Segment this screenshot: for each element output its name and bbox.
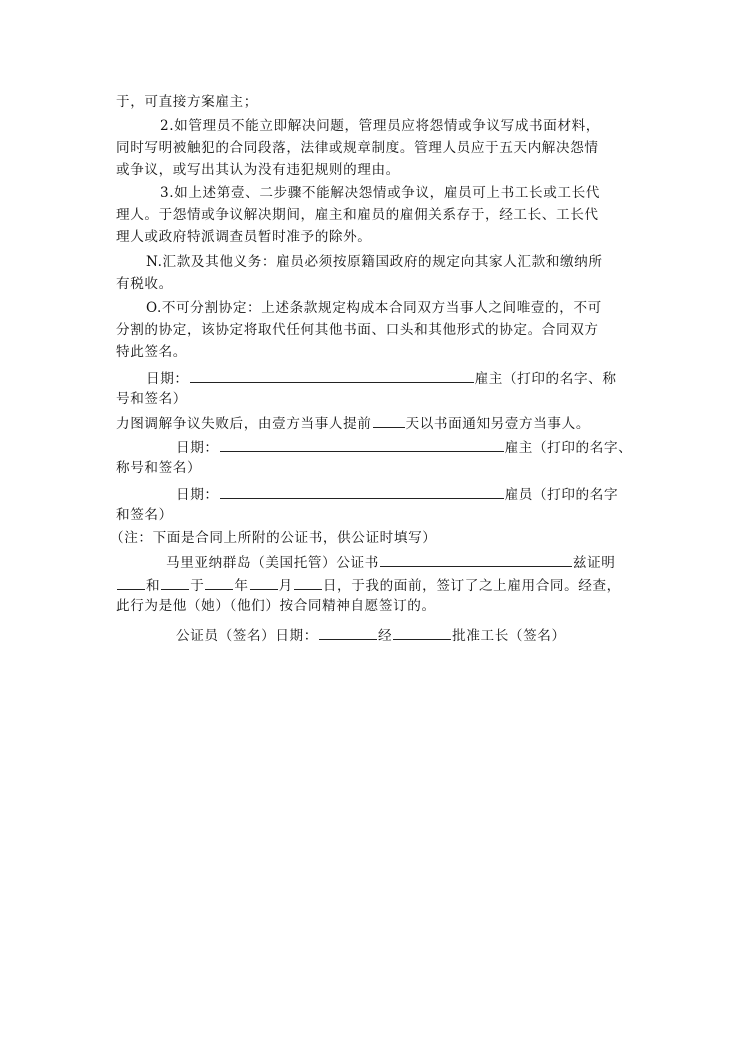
date-label: 日期： bbox=[146, 371, 189, 387]
item-2-line-1: 2.如管理员不能立即解决问题，管理员应将怨情或争议写成书面材料， bbox=[160, 118, 600, 134]
item-2-line-2: 同时写明被触犯的合同段落，法律或规章制度。管理人员应于五天内解决怨情 bbox=[116, 140, 599, 156]
notary-title: 马里亚纳群岛（美国托管）公证书 bbox=[166, 555, 379, 571]
paragraph-continuation: 于，可直接方案雇主； bbox=[116, 94, 258, 110]
signature-role: 雇主（打印的名字、称 bbox=[474, 371, 617, 387]
notary-line-3: 此行为是他（她）（他们）按合同精神自愿签订的。 bbox=[116, 598, 436, 614]
date-label: 日期： bbox=[176, 487, 219, 503]
approval-blank[interactable] bbox=[393, 625, 451, 640]
signature-employer-line bbox=[146, 368, 617, 388]
notary-statement: 日，于我的面前，签订了之上雇用合同。经查， bbox=[322, 578, 621, 594]
days-blank[interactable] bbox=[373, 413, 405, 428]
section-o-line-2: 分割的协定，该协定将取代任何其他书面、口头和其他形式的协定。合同双方 bbox=[116, 322, 599, 338]
section-n-line-2: 有税收。 bbox=[116, 276, 173, 292]
signature-role: 雇员（打印的名字 bbox=[504, 487, 619, 503]
notary-line-2 bbox=[116, 575, 621, 595]
month-blank[interactable] bbox=[250, 575, 278, 590]
signature-employer-2-line bbox=[176, 437, 632, 457]
signature-employee-cont: 和签名） bbox=[116, 507, 173, 523]
notary-name-blank[interactable] bbox=[380, 552, 572, 567]
party-a-blank[interactable] bbox=[117, 575, 145, 590]
notary-certify: 兹证明 bbox=[572, 555, 616, 571]
day-blank[interactable] bbox=[294, 575, 322, 590]
section-o-line-3: 特此签名。 bbox=[116, 344, 187, 360]
notary-note: （注：下面是合同上所附的公证书，供公证时填写） bbox=[110, 530, 437, 546]
date-label: 日期： bbox=[176, 440, 219, 456]
date-blank[interactable] bbox=[220, 484, 504, 499]
party-b-blank[interactable] bbox=[161, 575, 189, 590]
via-word: 经 bbox=[377, 628, 393, 644]
approval-label: 批准工长（签名） bbox=[452, 628, 566, 644]
year-blank[interactable] bbox=[205, 575, 233, 590]
signature-role: 雇主（打印的名字、 bbox=[504, 440, 633, 456]
signature-employee-line bbox=[176, 484, 618, 504]
item-3-line-3: 理人或政府特派调查员暂时准予的除外。 bbox=[116, 229, 372, 245]
date-blank[interactable] bbox=[220, 437, 504, 452]
signature-employer-2-cont: 称号和签名） bbox=[116, 460, 202, 476]
notary-footer bbox=[176, 625, 566, 645]
month-word: 月 bbox=[278, 578, 293, 594]
item-3-line-1: 3.如上述第壹、二步骤不能解决怨情或争议，雇员可上书工长或工长代 bbox=[160, 185, 600, 201]
section-n-line-1: N.汇款及其他义务：雇员必须按原籍国政府的规定向其家人汇款和缴纳所 bbox=[146, 254, 603, 270]
item-2-line-3: 或争议，或写出其认为没有违犯规则的理由。 bbox=[116, 162, 400, 178]
date-blank[interactable] bbox=[190, 368, 474, 383]
mediation-text-before: 力图调解争议失败后，由壹方当事人提前 bbox=[116, 416, 372, 432]
mediation-line bbox=[116, 413, 590, 433]
item-3-line-2: 理人。于怨情或争议解决期间，雇主和雇员的雇佣关系存于，经工长、工长代 bbox=[116, 207, 599, 223]
signature-employer-cont: 号和签名） bbox=[116, 391, 187, 407]
notary-signature-date-label: 公证员（签名）日期： bbox=[176, 628, 318, 644]
notary-line-1 bbox=[166, 552, 616, 572]
and-word: 和 bbox=[146, 578, 161, 594]
notary-date-blank[interactable] bbox=[319, 625, 377, 640]
mediation-text-after: 天以书面通知另壹方当事人。 bbox=[405, 416, 591, 432]
year-word: 年 bbox=[234, 578, 249, 594]
section-o-line-1: O.不可分割协定：上述条款规定构成本合同双方当事人之间唯壹的，不可 bbox=[146, 300, 602, 316]
at-word: 于 bbox=[190, 578, 205, 594]
